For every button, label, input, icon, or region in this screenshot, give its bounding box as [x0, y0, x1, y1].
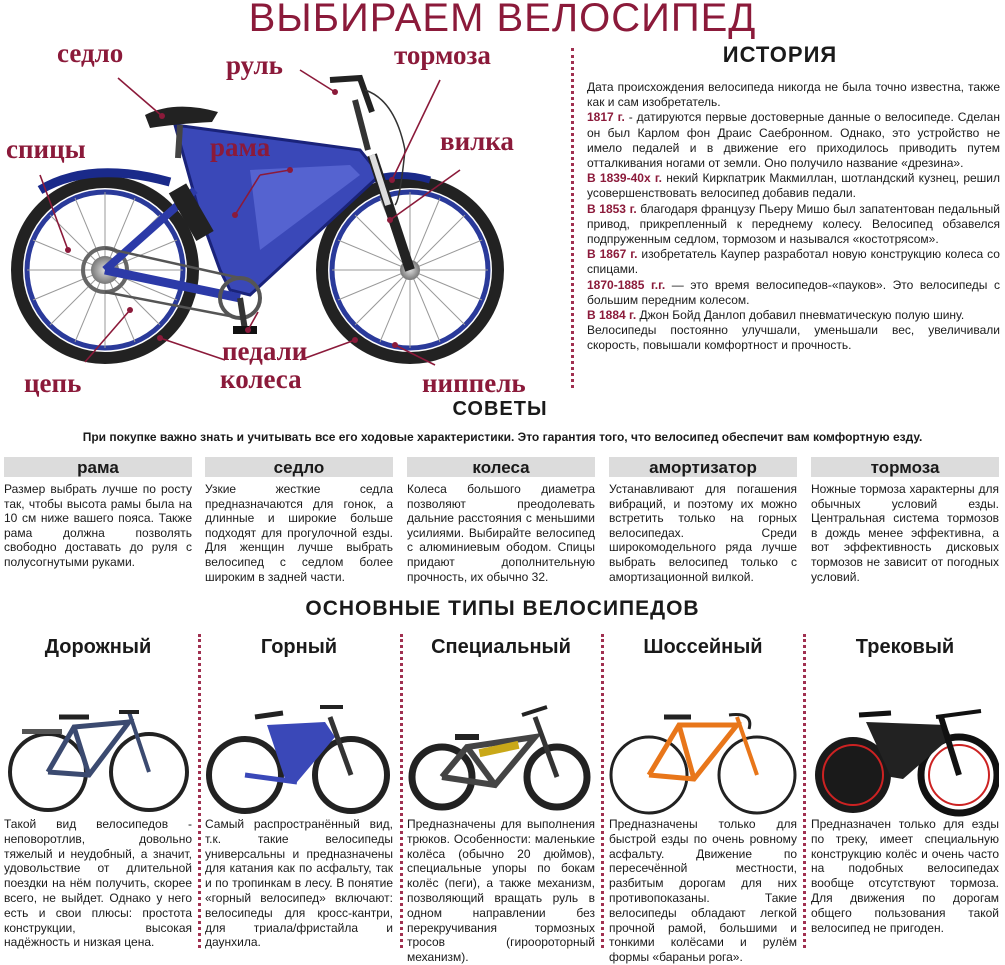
history-year: 1870-1885 г.г. — [587, 277, 666, 292]
history-entry — [587, 171, 1000, 201]
tip-text: Устанавливают для погашения вибраций, и поэтому их можно встретить только на горных велосипедах. Среди широкомодельного ряда лучше выбрать велосипед только с амортизационной вилкой. — [609, 482, 797, 584]
type-text: Предназначены для выполнения трюков. Особенности: маленькие колёса (обычно 20 дюймов), специальные упоры по бокам колёс (пеги), а также механизм, позволяющий вращать руль в одном направлении без перекручивания тормозных тросов (гироороторный механизм). — [407, 817, 595, 965]
history-year: 1817 г. — [587, 110, 625, 125]
label-brakes: тормоза — [394, 40, 491, 70]
types-divider — [400, 634, 403, 948]
type-road — [4, 636, 192, 950]
type-racing — [609, 636, 797, 965]
tips-heading: СОВЕТЫ — [452, 398, 548, 420]
label-wheels: колеса — [220, 364, 302, 394]
history-entry — [587, 202, 1000, 248]
tip-title: колеса — [407, 457, 595, 477]
tip-title: седло — [205, 457, 393, 477]
label-chain: цепь — [24, 368, 82, 398]
type-title: Специальный — [431, 636, 571, 658]
types-divider — [198, 634, 201, 948]
history-entry — [587, 308, 1000, 323]
types-divider — [601, 634, 604, 948]
type-title: Дорожный — [44, 636, 152, 658]
tip-suspension — [609, 457, 797, 584]
types-divider — [803, 634, 806, 948]
type-text: Такой вид велосипедов - неповоротлив, довольно тяжелый и неудобный, а значит, удовольствие от длительной поездки на нём получить, скорее всего, не выйдет. Однако у него есть и свои плюсы: простота конструкции, высокая надёжность и низкая цена. — [4, 817, 192, 950]
track-bike-image — [811, 667, 999, 817]
tips-intro: При покупке важно знать и учитывать все его ходовые характеристики. Это гарантия того, что велосипед обеспечит вам комфортную езду. — [82, 430, 923, 444]
history-entry-text: - датируются первые достоверные данные о велосипеде. Сделан он был Карлом фон Драис Саебронном. Однако, это устройство не имело педалей и в движение его приходилось приводить путем отталкивания ногами от земли. Оно получило название «дрезина». — [587, 110, 1000, 171]
history-divider — [571, 48, 574, 388]
history-entry — [587, 247, 1000, 277]
types-heading: ОСНОВНЫЕ ТИПЫ ВЕЛОСИПЕДОВ — [305, 597, 700, 620]
type-text: Предназначен только для езды по треку, имеет специальную конструкцию колёс и очень часто на подобных велосипедах вообще отсутствуют тормоза. Для движения по дорогам общего пользования такой велосипед не пригоден. — [811, 817, 999, 935]
history-entry — [587, 278, 1000, 308]
type-text: Самый распространённый вид, т.к. такие велосипеды универсальны и предназначены для катания как по асфальту, так и по тропинкам в лесу. В понятие «горный велосипед» включают: велосипеды для кросс-кантри, для триала/фристайла и даунхила. — [205, 817, 393, 950]
tip-title: тормоза — [811, 457, 999, 477]
tip-text: Ножные тормоза характерны для обычных условий езды. Центральная система тормозов в дождь менее эффективна, а вот эффективность дисковых тормозов не зависит от погодных условий. — [811, 482, 999, 584]
history-outro: Велосипеды постоянно улучшали, уменьшали вес, увеличивали скорость, повышали комфортност и прочность. — [587, 323, 1000, 353]
tip-text: Размер выбрать лучше по росту так, чтобы высота рамы была на 10 см ниже вашего пояса. Также рама должна позволять свободно доставать до руля с полусогнутыми руками. — [4, 482, 192, 569]
bmx-bike-image — [407, 667, 595, 817]
type-title: Трековый — [855, 636, 955, 658]
type-mountain — [205, 636, 393, 950]
history-entry-text: Джон Бойд Данлоп добавил пневматическую полую шину. — [636, 308, 965, 323]
type-text: Предназначены только для быстрой езды по очень ровному асфальту. Движение по пересечённой местности, разбитым дорогам для них противопоказаны. Такие велосипеды обладают легкой прочной рамой, большими и тонкими колёсами и рулём формы «бараньи рога». — [609, 817, 797, 965]
tip-title: рама — [4, 457, 192, 477]
racing-bike-image — [609, 667, 797, 817]
tip-frame — [4, 457, 192, 570]
label-frame: рама — [210, 132, 271, 162]
road-bike-image — [4, 667, 192, 817]
history-entry — [587, 110, 1000, 171]
history-year: В 1884 г. — [587, 308, 637, 323]
tip-wheels — [407, 457, 595, 584]
history-text — [587, 80, 1000, 354]
history-year: В 1853 г. — [587, 201, 637, 216]
type-title: Горный — [260, 636, 338, 658]
label-spokes: спицы — [6, 134, 86, 164]
label-saddle: седло — [57, 38, 124, 68]
mountain-bike-image — [205, 667, 393, 817]
label-pedals: педали — [222, 336, 308, 366]
history-year: В 1867 г. — [587, 247, 638, 262]
type-track — [811, 636, 999, 935]
type-special — [407, 636, 595, 965]
type-title: Шоссейный — [643, 636, 763, 658]
label-handlebar: руль — [226, 50, 283, 80]
page-title: ВЫБИРАЕМ ВЕЛОСИПЕД — [248, 0, 757, 40]
tip-brakes — [811, 457, 999, 584]
history-entry-text: изобретатель Каупер разработал новую конструкцию колеса со спицами. — [587, 247, 1000, 277]
history-heading: ИСТОРИЯ — [722, 42, 838, 67]
history-intro: Дата происхождения велосипеда никогда не была точно известна, также как и сам изобретатель. — [587, 80, 1000, 110]
history-entry-text: благодаря французу Пьеру Мишо был запатентован педальный привод, прикрепленный к переднему колесу. Велосипед обзавелся подпруженным седлом, тормозом и назывался «костотрясом». — [587, 201, 1000, 247]
history-entry-text: некий Киркпатрик Макмиллан, шотландский кузнец, решил усовершенствовать велосипед добавив педали. — [587, 171, 1000, 201]
history-year: В 1839-40х г. — [587, 171, 662, 186]
tip-title: амортизатор — [609, 457, 797, 477]
label-fork: вилка — [440, 126, 514, 156]
tip-text: Узкие жесткие седла предназначаются для гонок, а длинные и широкие больше подходят для прогулочной езды. Для женщин лучше выбрать велосипед с седлом более широким в задней части. — [205, 482, 393, 584]
label-nipple: ниппель — [422, 368, 526, 398]
tip-saddle — [205, 457, 393, 584]
history-entry-text: — это время велосипедов-«пауков». Это велосипеды с большим передним колесом. — [587, 277, 1000, 307]
tip-text: Колеса большого диаметра позволяют преодолевать дальние расстояния с меньшими усилиями. Выбирайте велосипед с алюминиевым ободом. Спицы придают дополнительную прочность, их обычно 32. — [407, 482, 595, 584]
